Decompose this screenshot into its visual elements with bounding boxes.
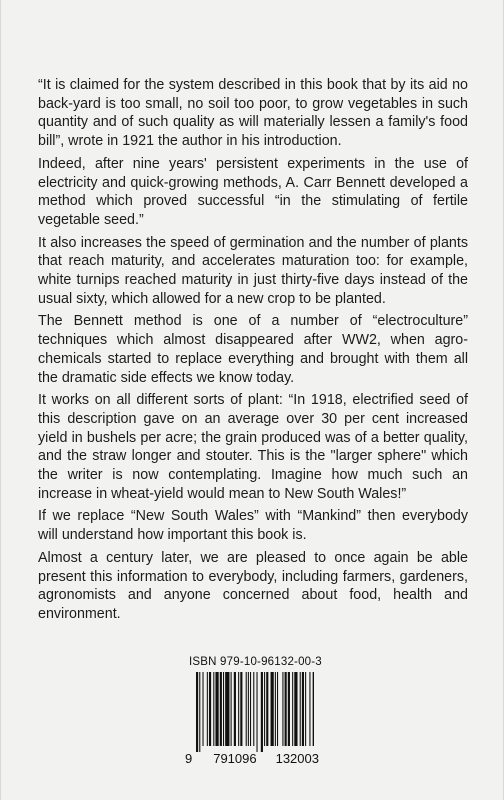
barcode-digits-left: 791096 xyxy=(213,751,257,766)
barcode-digits-right: 132003 xyxy=(275,751,319,766)
paragraph-6: If we replace “New South Wales” with “Mankind” then everybody will understand how important this book is. xyxy=(38,508,468,544)
paragraph-5: It works on all different sorts of plant: “In 1918, electrified seed of this description gave on an average over 30 per cent increased yield in bushels per acre; the grain produced was of a better quality, and the straw longer and stouter. This is the "larger sphere" which the writer is now contemplating. Imagine how much such an increase in wheat-yield would mean to New South Wales!” xyxy=(38,392,468,502)
barcode-icon xyxy=(194,672,314,752)
paragraph-4: The Bennett method is one of a number of “electroculture” techniques which almost disappeared after WW2, when agro-chemicals started to replace everything and brought with them all the dramatic side effects we know today. xyxy=(38,313,468,386)
isbn-label: ISBN 979-10-96132-00-3 xyxy=(189,656,322,668)
paragraph-7: Almost a century later, we are pleased to once again be able present this information to everybody, including farmers, gardeners, agronomists and anyone concerned about food, health and environment. xyxy=(38,549,468,622)
paragraph-3: It also increases the speed of germination and the number of plants that reach maturity, and accelerates maturation too: for example, white turnips reached maturity in just thirty-five days instead of the usual sixty, which allowed for a new crop to be planted. xyxy=(38,234,468,307)
paragraph-2: Indeed, after nine years' persistent experiments in the use of electricity and quick-growing methods, A. Carr Bennett developed a method which proved successful “in the stimulating of fertile vegetable seed.” xyxy=(38,155,468,228)
barcode-digits xyxy=(185,751,319,766)
paragraph-1: “It is claimed for the system described in this book that by its aid no back-yard is too small, no soil too poor, to grow vegetables in such quantity and of such quality as will materially lessen a family's food bill”, wrote in 1921 the author in his introduction. xyxy=(38,77,468,150)
barcode-digit-lead: 9 xyxy=(185,751,193,766)
blurb-text xyxy=(38,76,468,628)
